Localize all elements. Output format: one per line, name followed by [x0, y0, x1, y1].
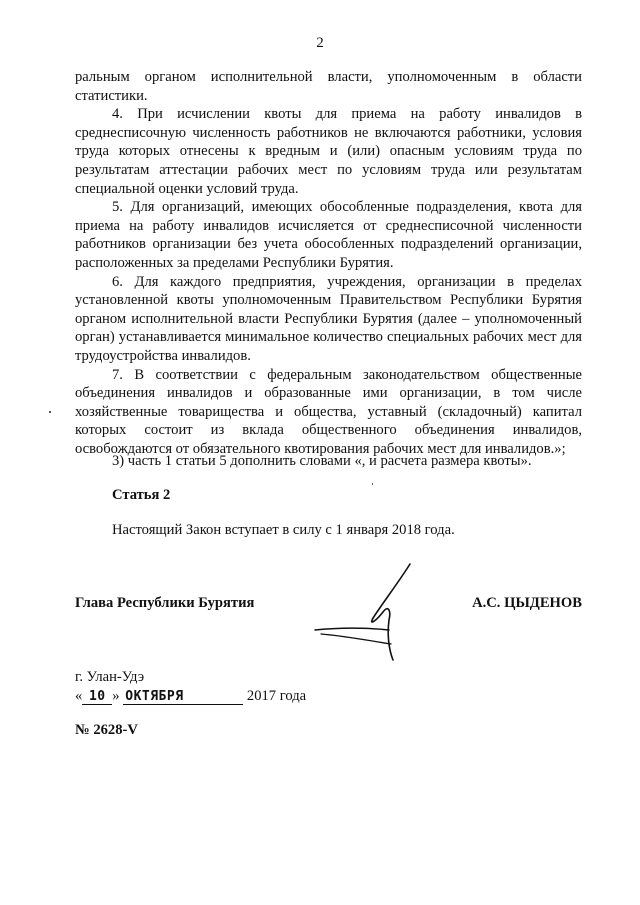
signatory-title: Глава Республики Бурятия [75, 595, 255, 611]
date-month: ОКТЯБРЯ [123, 689, 243, 705]
law-number: № 2628-V [75, 722, 138, 738]
effective-date-text: Настоящий Закон вступает в силу с 1 января 2018 года. [112, 522, 455, 538]
place-of-signing: г. Улан-Удэ [75, 669, 145, 685]
paragraph-5: 5. Для организаций, имеющих обособленные подразделения, квота для приема на работу инвалидов исчисляется от среднесписочной численности работников организации без учета обособленных подразделений организации, расположенных за пределами Республики Бурятия. [75, 199, 582, 271]
handwritten-signature [305, 560, 425, 670]
date-close-quote: » [112, 688, 120, 704]
paragraph-6: 6. Для каждого предприятия, учреждения, организации в пределах установленной квоты уполномоченным Правительством Республики Бурятия органом исполнительной власти Республики Бурятия (далее – уполномоченный орган) устанавливается минимальное количество специальных рабочих мест для трудоустройства инвалидов. [75, 273, 582, 364]
scan-speck [372, 483, 373, 485]
amendment-part-3: 3) часть 1 статьи 5 дополнить словами «, и расчета размера квоты». [112, 453, 532, 469]
signatory-name: А.С. ЦЫДЕНОВ [472, 595, 582, 611]
law-body-text [75, 68, 582, 458]
signing-date [75, 688, 306, 705]
date-day: 10 [82, 689, 112, 705]
date-open-quote: « [75, 688, 83, 704]
margin-mark [49, 411, 51, 413]
paragraph-4: 4. При исчислении квоты для приема на работу инвалидов в среднесписочную численность работников не включаются работники, условия труда которых отнесены к вредным и (или) опасным условиям труда по результатам аттестации рабочих мест по условиям труда или результатам специальной оценки условий труда. [75, 106, 582, 197]
date-year: 2017 года [246, 688, 307, 704]
paragraph-continuation: ральным органом исполнительной власти, уполномоченным в области статистики. [75, 69, 582, 104]
paragraph-7: 7. В соответствии с федеральным законодательством общественные объединения инвалидов и образованные ими организации, в том числе хозяйственные товарищества и общества, уставный (складочный) капитал которых состоит из вклада общественного объединения инвалидов, освобождаются от обязательного квотирования рабочих мест для инвалидов.»; [75, 366, 582, 457]
article-2-heading: Статья 2 [112, 487, 171, 503]
page-number: 2 [316, 35, 324, 51]
